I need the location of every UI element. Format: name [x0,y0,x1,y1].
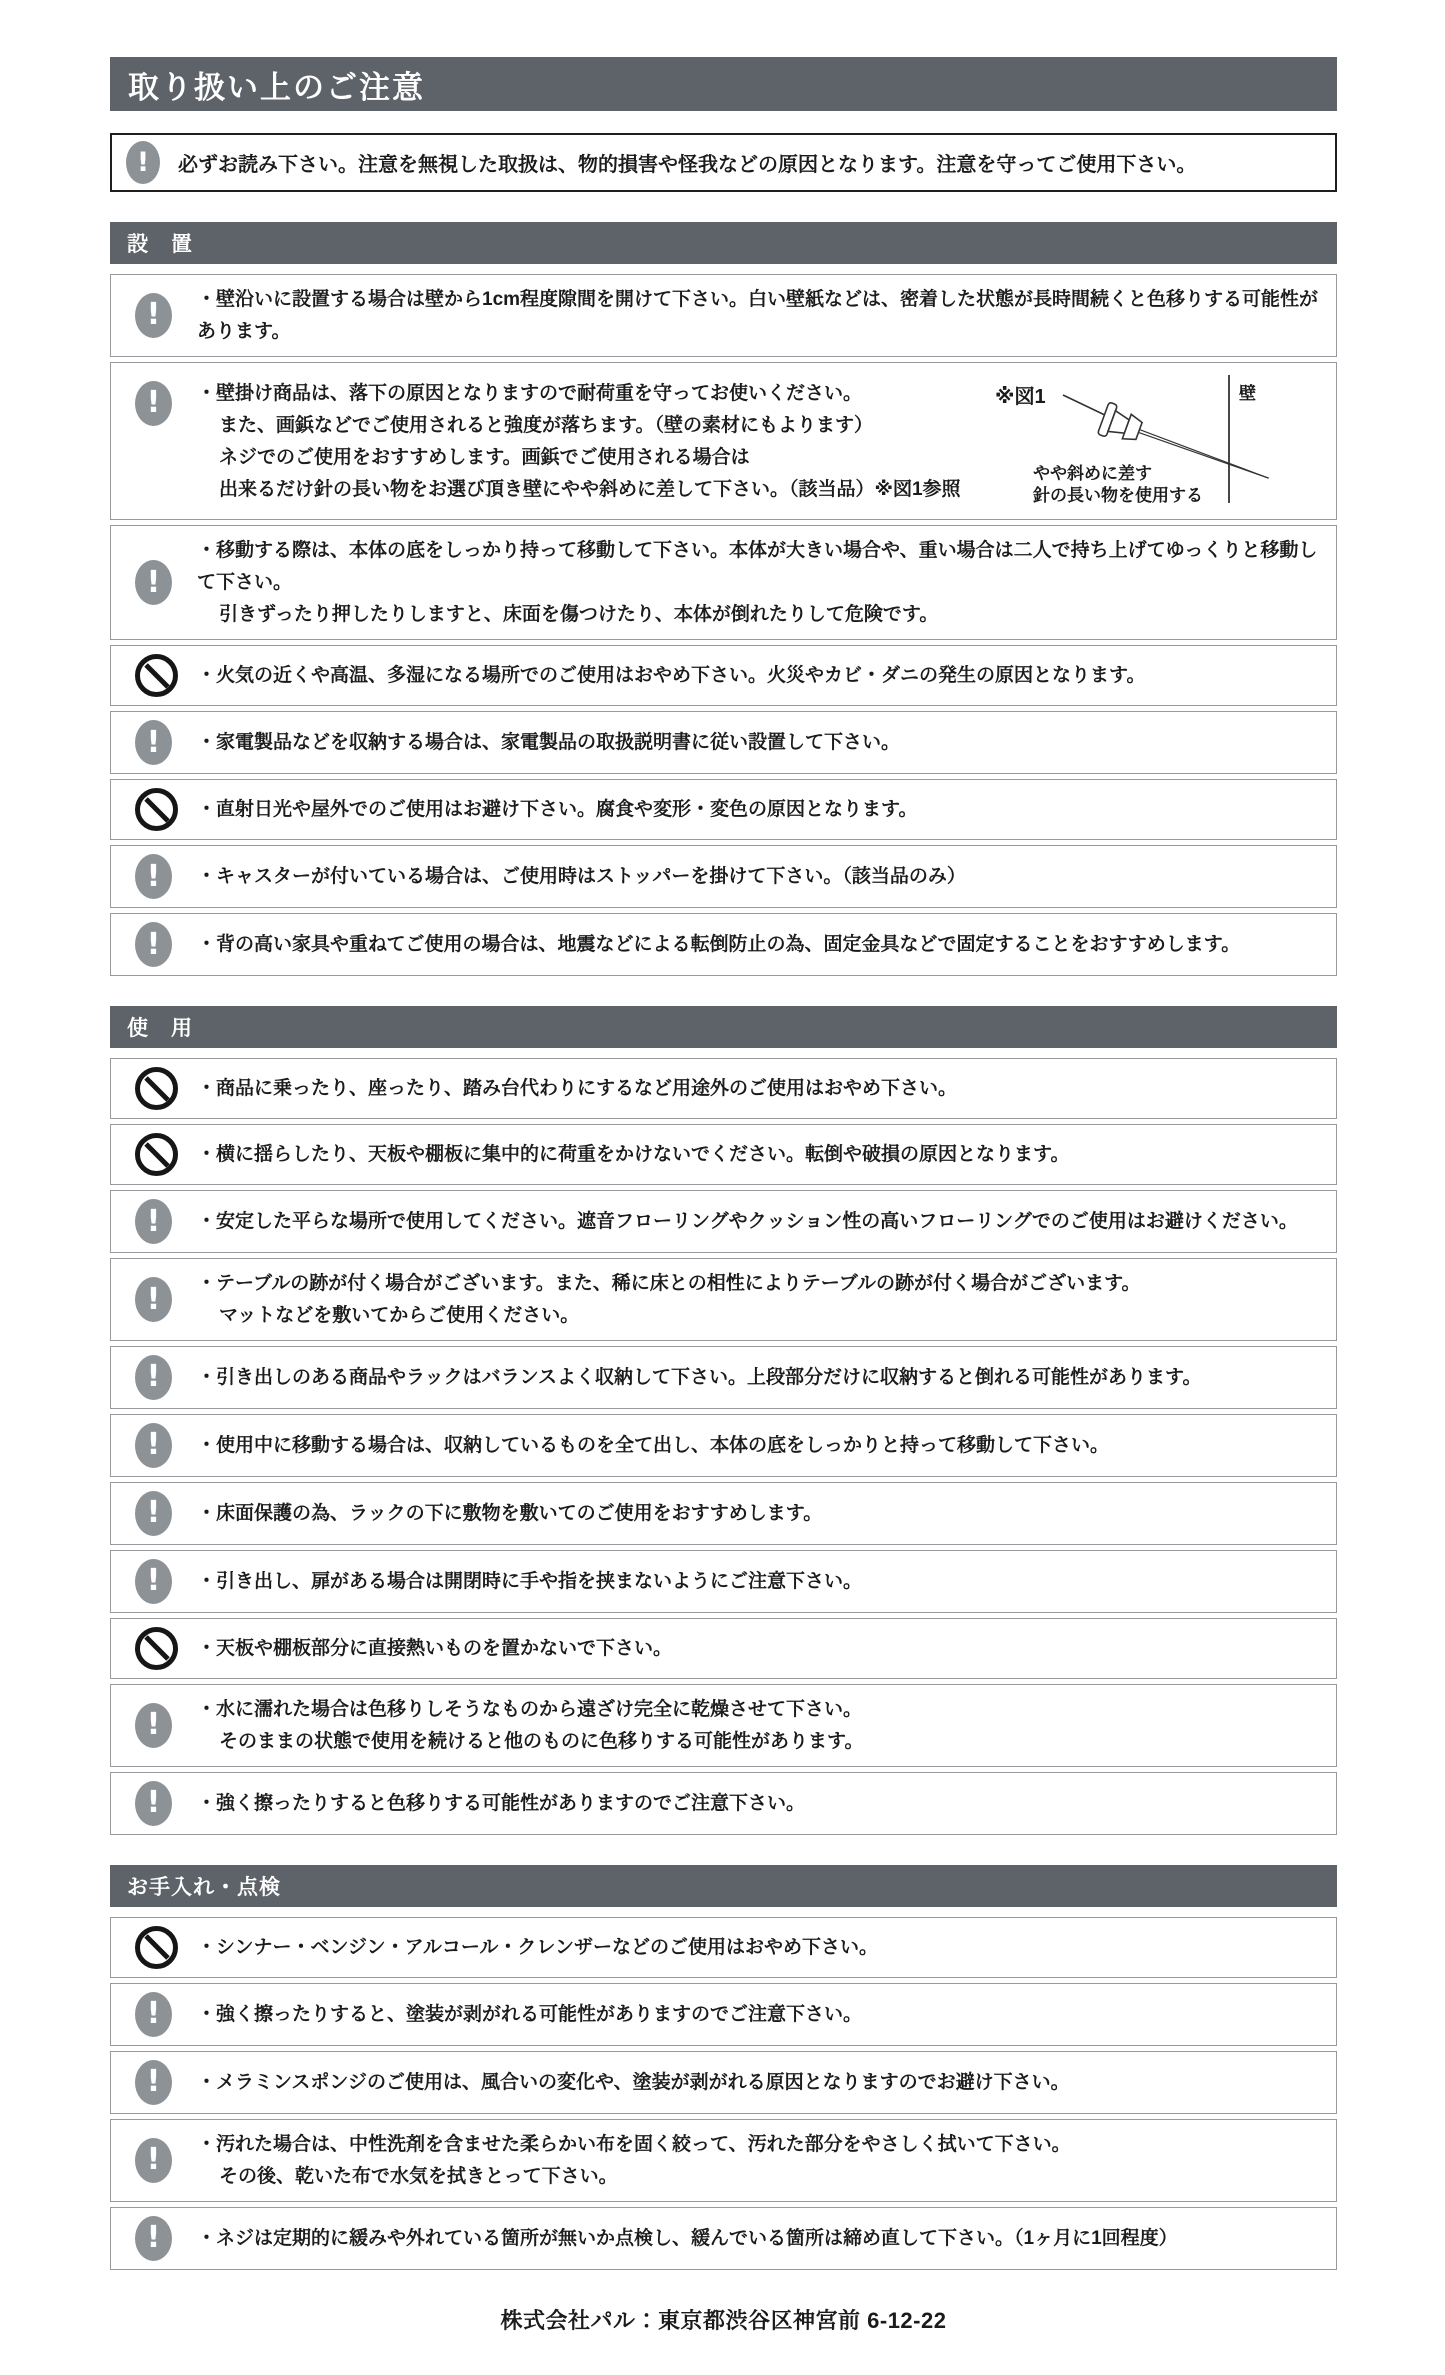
warning-row [110,913,1337,976]
attention-icon: ! [135,1277,172,1322]
warning-text: ・引き出しのある商品やラックはバランスよく収納して下さい。上段部分だけに収納すると倒れる可能性があります。 [197,1367,1202,1389]
attention-icon: ! [135,381,172,426]
warning-text: ・家電製品などを収納する場合は、家電製品の取扱説明書に従い設置して下さい。 [197,732,901,754]
attention-icon: ! [135,1703,172,1748]
warning-text: ・テーブルの跡が付く場合がございます。また、稀に床との相性によりテーブルの跡が付く場合がございます。 [197,1273,1141,1295]
section [110,1006,1337,1835]
sections-container [110,222,1337,2270]
warning-row [110,362,1337,521]
warning-text: ・汚れた場合は、中性洗剤を含ませた柔らかい布を固く絞って、汚れた部分をやさしく拭いて下さい。 [197,2133,1071,2155]
figure1-caption-1: やや斜めに差す [1033,463,1152,483]
section-header: 使 用 [110,1006,1337,1048]
warning-text: マットなどを敷いてからご使用ください。 [219,1305,580,1327]
attention-icon: ! [135,560,172,605]
warning-text: ・ネジは定期的に緩みや外れている箇所が無いか点検し、緩んでいる箇所は締め直して下さい。（1ヶ月に1回程度） [197,2227,1178,2249]
attention-icon: ! [135,1199,172,1244]
intro-warning-text: 必ずお読み下さい。注意を無視した取扱は、物的損害や怪我などの原因となります。注意を守ってご使用下さい。 [178,154,1197,176]
warning-text: その後、乾いた布で水気を拭きとって下さい。 [219,2165,618,2187]
warning-text: そのままの状態で使用を続けると他のものに色移りする可能性があります。 [219,1730,864,1752]
warning-row [110,1346,1337,1409]
warning-row [110,1124,1337,1185]
attention-icon: ! [135,2060,172,2105]
attention-icon: ! [135,1423,172,1468]
warning-text: ・直射日光や屋外でのご使用はお避け下さい。腐食や変形・変色の原因となります。 [197,799,918,821]
warning-row [110,779,1337,840]
warning-text: ・背の高い家具や重ねてご使用の場合は、地震などによる転倒防止の為、固定金具などで固定することをおすすめします。 [197,934,1241,956]
figure1-pushpin-diagram [977,369,1322,511]
warning-row [110,1917,1337,1978]
warning-text: ・安定した平らな場所で使用してください。遮音フローリングやクッション性の高いフローリングでのご使用はお避けください。 [197,1211,1298,1233]
attention-icon: ! [135,1355,172,1400]
warning-row [110,1258,1337,1341]
figure1-wall-label: 壁 [1239,383,1256,403]
figure1-label: ※図1 [995,385,1046,408]
warning-text: また、画鋲などでご使用されると強度が落ちます。（壁の素材にもよります） [219,414,873,436]
warning-text: ・壁掛け商品は、落下の原因となりますので耐荷重を守ってお使いください。 [197,382,863,404]
warning-row [110,1550,1337,1613]
intro-warning-box [110,133,1337,192]
warning-text: ・横に揺らしたり、天板や棚板に集中的に荷重をかけないでください。転倒や破損の原因となります。 [197,1144,1070,1166]
warning-text: ネジでのご使用をおすすめします。画鋲でご使用される場合は [219,446,750,468]
page-title: 取り扱い上のご注意 [110,57,1337,111]
warning-text: 引きずったり押したりしますと、床面を傷つけたり、本体が倒れたりして危険です。 [219,604,939,626]
warning-row [110,1684,1337,1767]
attention-icon: ! [135,854,172,899]
figure1-caption-2: 針の長い物を使用する [1033,485,1203,505]
warning-text: ・天板や棚板部分に直接熱いものを置かないで下さい。 [197,1638,673,1660]
warning-text: ・引き出し、扉がある場合は開閉時に手や指を挟まないようにご注意下さい。 [197,1571,863,1593]
warning-row [110,1482,1337,1545]
attention-icon: ! [135,1781,172,1826]
warning-row [110,1414,1337,1477]
section [110,1865,1337,2270]
prohibition-icon [135,1926,178,1969]
prohibition-icon [135,1067,178,1110]
prohibition-icon [135,1627,178,1670]
warning-row [110,2051,1337,2114]
warning-text: ・メラミンスポンジのご使用は、風合いの変化や、塗装が剥がれる原因となりますのでお避け下さい。 [197,2071,1070,2093]
prohibition-icon [135,788,178,831]
warning-row [110,1058,1337,1119]
warning-text: 出来るだけ針の長い物をお選び頂き壁にやや斜めに差して下さい。（該当品）※図1参照 [219,478,961,500]
warning-row [110,2119,1337,2202]
warning-row [110,1618,1337,1679]
company-address: 株式会社パル：東京都渋谷区神宮前 6-12-22 [500,2307,947,2333]
warning-row [110,1190,1337,1253]
attention-icon: ! [135,2138,172,2183]
warning-row [110,645,1337,706]
warning-text: ・強く擦ったりすると色移りする可能性がありますのでご注意下さい。 [197,1792,806,1814]
warning-text: ・火気の近くや高温、多湿になる場所でのご使用はおやめ下さい。火災やカビ・ダニの発生の原因となります。 [197,665,1146,687]
warning-row [110,1772,1337,1835]
warning-row [110,1983,1337,2046]
prohibition-icon [135,654,178,697]
attention-icon: ! [135,2216,172,2261]
warning-text: ・商品に乗ったり、座ったり、踏み台代わりにするなど用途外のご使用はおやめ下さい。 [197,1078,958,1100]
attention-icon: ! [135,1491,172,1536]
warning-row [110,845,1337,908]
warning-text: ・移動する際は、本体の底をしっかり持って移動して下さい。本体が大きい場合や、重い場合は二人で持ち上げてゆっくりと移動して下さい。 [197,540,1318,594]
warning-text: ・壁沿いに設置する場合は壁から1cm程度隙間を開けて下さい。白い壁紙などは、密着した状態が長時間続くと色移りする可能性があります。 [197,289,1319,342]
attention-icon: ! [135,293,172,338]
warning-text: ・強く擦ったりすると、塗装が剥がれる可能性がありますのでご注意下さい。 [197,2003,863,2025]
warning-text: ・キャスターが付いている場合は、ご使用時はストッパーを掛けて下さい。（該当品のみ） [197,866,966,888]
attention-icon: ! [135,922,172,967]
warning-text: ・使用中に移動する場合は、収納しているものを全て出し、本体の底をしっかりと持って移動して下さい。 [197,1435,1110,1457]
prohibition-icon [135,1133,178,1176]
attention-icon: ! [135,720,172,765]
warning-text: ・シンナー・ベンジン・アルコール・クレンザーなどのご使用はおやめ下さい。 [197,1936,878,1958]
warning-text: ・水に濡れた場合は色移りしそうなものから遠ざけ完全に乾燥させて下さい。 [197,1698,863,1720]
warning-text: ・床面保護の為、ラックの下に敷物を敷いてのご使用をおすすめします。 [197,1503,823,1525]
section-header: お手入れ・点検 [110,1865,1337,1907]
attention-icon: ! [126,141,160,184]
warning-row [110,274,1337,357]
attention-icon: ! [135,1559,172,1604]
section [110,222,1337,976]
attention-icon: ! [135,1992,172,2037]
warning-row [110,711,1337,774]
warning-row [110,2207,1337,2270]
warning-row [110,525,1337,640]
section-header: 設 置 [110,222,1337,264]
